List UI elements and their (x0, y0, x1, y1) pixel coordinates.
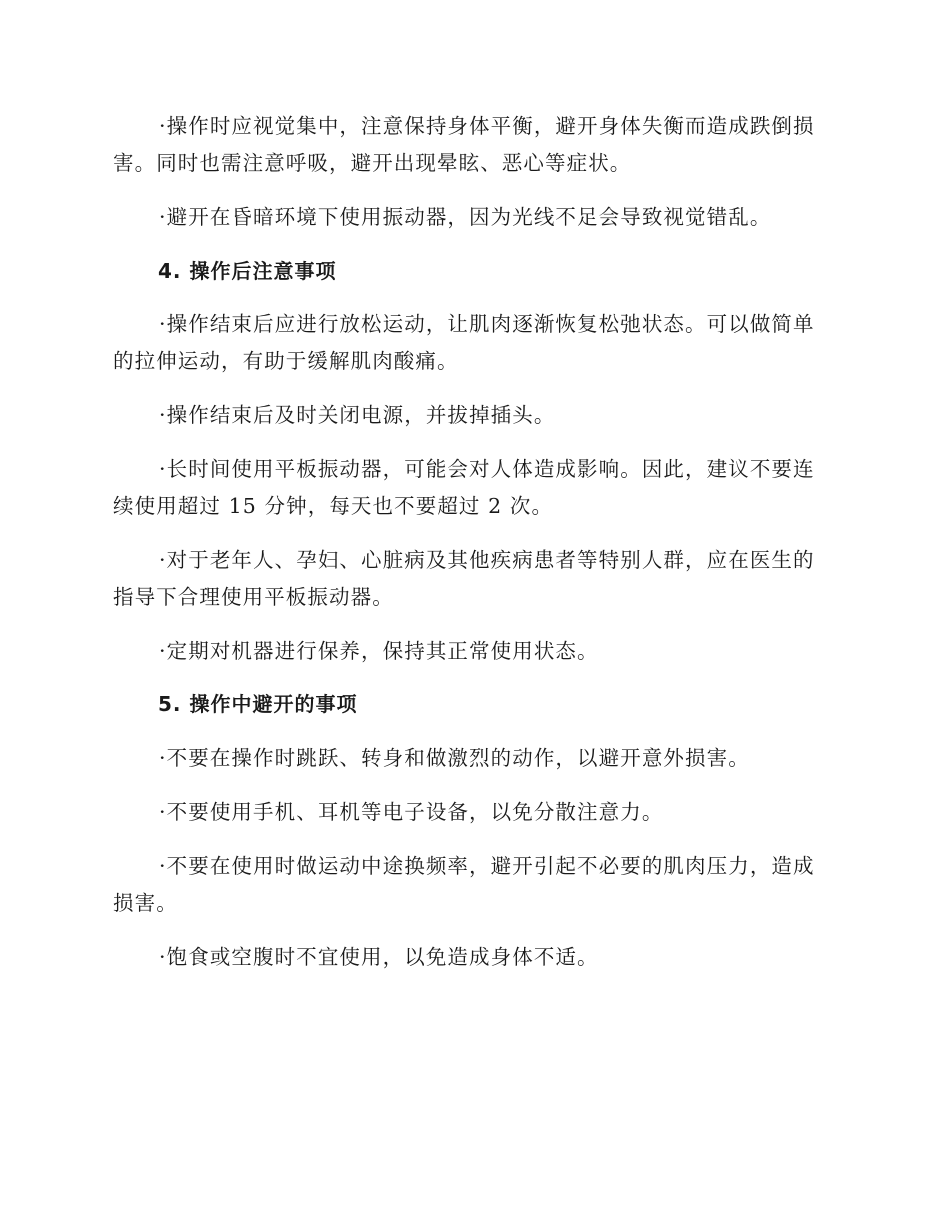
paragraph (113, 306, 823, 380)
paragraph (113, 939, 823, 976)
section-heading: 5. 操作中避开的事项 (158, 692, 358, 716)
paragraph-line: ·不要在使用时做运动中途换频率，避开引起不必要的肌肉压力，造成 (159, 854, 815, 878)
paragraph (113, 794, 823, 831)
paragraph (113, 397, 823, 434)
paragraph (113, 740, 823, 777)
paragraph-line: ·避开在昏暗环境下使用振动器，因为光线不足会导致视觉错乱。 (159, 205, 772, 229)
paragraph-line: ·不要在操作时跳跃、转身和做激烈的动作，以避开意外损害。 (159, 746, 750, 770)
paragraph (113, 633, 823, 670)
paragraph (113, 542, 823, 616)
paragraph-line: ·操作结束后及时关闭电源，并拔掉插头。 (159, 403, 556, 427)
paragraph-line: ·操作时应视觉集中，注意保持身体平衡，避开身体失衡而造成跌倒损 (159, 114, 815, 138)
paragraph (113, 108, 823, 182)
paragraph-line: ·长时间使用平板振动器，可能会对人体造成影响。因此，建议不要连 (159, 457, 815, 481)
section-heading: 4. 操作后注意事项 (158, 259, 337, 283)
paragraph-line: ·不要使用手机、耳机等电子设备，以免分散注意力。 (159, 800, 664, 824)
paragraph-line: 续使用超过 15 分钟，每天也不要超过 2 次。 (113, 494, 554, 518)
paragraph-line: 指导下合理使用平板振动器。 (113, 585, 394, 609)
paragraph-line: 害。同时也需注意呼吸，避开出现晕眩、恶心等症状。 (113, 151, 632, 175)
paragraph-line: ·定期对机器进行保养，保持其正常使用状态。 (159, 639, 599, 663)
paragraph-line: 损害。 (113, 891, 178, 915)
paragraph (113, 199, 823, 236)
paragraph-line: ·饱食或空腹时不宜使用，以免造成身体不适。 (159, 945, 599, 969)
paragraph-line: 的拉伸运动，有助于缓解肌肉酸痛。 (113, 349, 459, 373)
paragraph-line: ·操作结束后应进行放松运动，让肌肉逐渐恢复松弛状态。可以做简单 (159, 312, 815, 336)
paragraph (113, 451, 823, 525)
paragraph (113, 848, 823, 922)
paragraph-line: ·对于老年人、孕妇、心脏病及其他疾病患者等特别人群，应在医生的 (159, 548, 815, 572)
